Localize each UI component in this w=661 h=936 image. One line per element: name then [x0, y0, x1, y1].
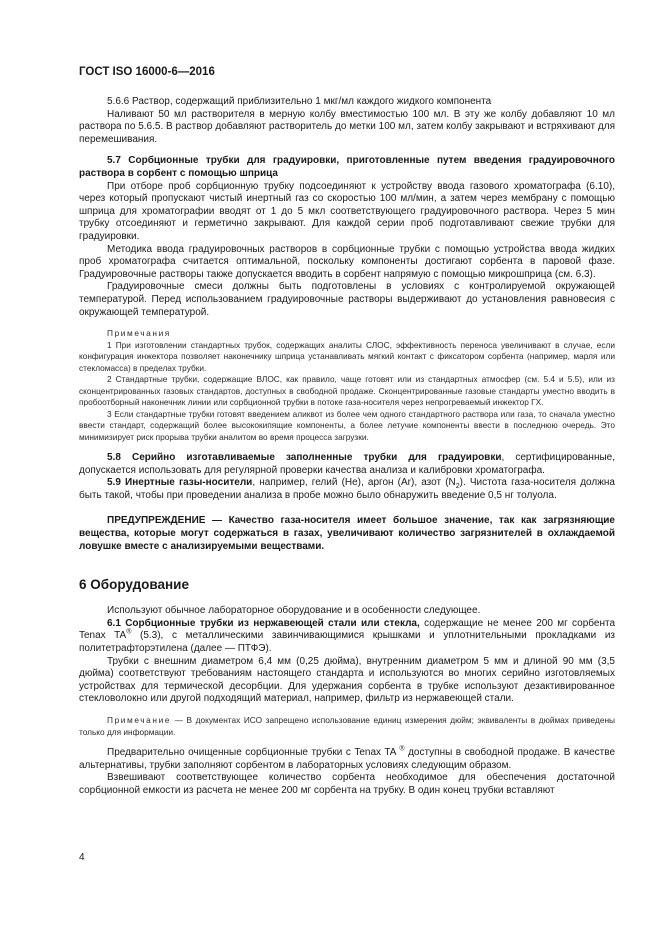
note-3: 3 Если стандартные трубки готовят введением аликвот из более чем одного стандартного раствора или газа, то сначала уместно ввести стандарт, содержащий более высококипящие компоненты, а более летучие компоненты ввести в последнюю очередь. Это минимизирует риск прорыва трубки аналитом во время процесса загрузки.: [79, 408, 615, 442]
clause-5-7-heading: [79, 155, 615, 180]
prepared-text-b: доступны в свободной продаже. В качестве альтернативы, трубки заполняют сорбентом в лабораторных условиях следующим образом.: [79, 747, 615, 771]
clause-5-8-bold: 5.8 Серийно изготавливаемые заполненные трубки для градуировки: [107, 452, 502, 464]
page-number: 4: [79, 852, 85, 863]
clause-5-9-text-b: ). Чистота газа-носителя должна быть такой, чтобы при проведении анализа в пробе можно было обнаружить введение 0,5 нг толуола.: [79, 477, 615, 501]
clause-5-8-text: , сертифицированные, допускается использовать для регулярной проверки качества анализа и калибровки хроматографа.: [79, 452, 615, 476]
document-header: ГОСТ ISO 16000-6—2016: [79, 66, 215, 78]
clause-5-7-p3: Градуировочные смеси должны быть подготовлены в условиях с контролируемой окружающей температурой. Перед использованием градуировочные растворы выдерживают до установления равновесия с окружающей температурой.: [79, 281, 615, 318]
clause-5-6-6-text: Наливают 50 мл растворителя в мерную колбу вместимостью 100 мл. В эту же колбу добавляют 10 мл раствора по 5.6.5. В раствор добавляют растворитель до метки 100 мл, затем колбу закрывают и встряхивают для перемешивания.: [79, 108, 615, 145]
clause-6-1-bold: 6.1 Сорбционные трубки из нержавеющей стали или стекла,: [107, 617, 420, 629]
clause-5-6-6-title: 5.6.6 Раствор, содержащий приблизительно 1 мкг/мл каждого жидкого компонента: [107, 96, 492, 107]
warning-paragraph: [79, 515, 615, 553]
warning-text: ПРЕДУПРЕЖДЕНИЕ — Качество газа-носителя имеет большое значение, так как загрязняющие вещества, которые могут содержаться в газах, увеличивают количество загрязнителей в охлаждаемой ловушке вместе с анализируемыми веществами.: [79, 515, 615, 552]
clause-5-7-p1: При отборе проб сорбционную трубку подсоединяют к устройству ввода газового хроматографа (6.10), через который пропускают чистый инертный газ со скоростью 100 мл/мин, а затем через мембрану с помощью шприца для хроматографии вводят от 1 до 5 мкл соответствующего градуировочного раствора. Через 5 мин трубку отсоединяют и герметично закрывают. Для каждой серии проб подготавливают свежие трубки для градуировки.: [79, 180, 615, 242]
clause-6-1: [79, 618, 615, 656]
clause-6-1-text-b: (5.3), с металлическими завинчивающимися крышками и уплотнительными прокладками из политетрафторэтилена (далее — ПТФЭ).: [79, 630, 615, 655]
section-6-intro: Используют обычное лабораторное оборудование и в особенности следующее.: [107, 605, 481, 617]
clause-5-7-p2: Методика ввода градуировочных растворов в сорбционные трубки с помощью устройства ввода жидких проб хроматографа считается оптимальной, поскольку компоненты достигают сорбента в паровой фазе. Градуировочные растворы также допускается вводить в сорбент напрямую с помощью микрошприца (см. 6.3).: [79, 243, 615, 280]
clause-6-1-text-a: содержащие не менее 200 мг сорбента Tenax TA: [79, 617, 616, 642]
section-6-note-label: Примечание: [107, 715, 172, 725]
notes-label: [79, 328, 615, 340]
tubes-paragraph: Трубки с внешним диаметром 6,4 мм (0,25 дюйма), внутренним диаметром 5 мм и длиной 90 мм (3,5 дюйма) соответствуют требованиям настоящего стандарта и используются во многих серийно изготовляемых устройствах для термической десорбции. Для удержания сорбента в трубке используют дезактивированное стекловолокно или другой подходящий материал, например, фильтр из нержавеющей стали.: [79, 655, 615, 705]
prepared-text-a: Предварительно очищенные сорбционные трубки с Tenax TA: [107, 747, 400, 758]
section-6-note: [79, 715, 615, 738]
clause-5-7-heading-text: 5.7 Сорбционные трубки для градуировки, приготовленные путем введения градуировочного раствора в сорбент с помощью шприца: [79, 155, 615, 179]
note-2: 2 Стандартные трубки, содержащие ВЛОС, как правило, чаще готовят или из стандартных атмосфер (см. 5.4 и 5.5), или из сконцентрированных газовых стандартов, доступных в свободной продаже. Сконцентрированные газовые стандарты уместно вводить в пробоотборный наконечник линии или сорбционной трубки в потоке газа-носителя через непрогреваемый инжектор ГХ.: [79, 374, 615, 408]
note-1: 1 При изготовлении стандартных трубок, содержащих аналиты СЛОС, эффективность переноса увеличивают в случае, если конфигурация инжектора позволяет наконечнику шприца устанавливать мягкий контакт с фиксатором сорбента (например, марля или стекломасса) в пределах трубки.: [79, 339, 615, 373]
prepared-tubes-paragraph: [79, 747, 615, 772]
registered-mark-2: ®: [399, 745, 405, 753]
section-6-heading: 6 Оборудование: [79, 577, 189, 593]
document-page: [79, 66, 615, 797]
section-6-note-text: — В документах ИСО запрещено использование единиц измерения дюйм; эквиваленты в дюймах приведены только для информации.: [79, 715, 615, 737]
notes-label-text: Примечания: [107, 328, 171, 339]
clause-5-9-sub: 2: [455, 483, 460, 491]
weigh-paragraph: Взвешивают соответствующее количество сорбента необходимое для обеспечения достаточной сорбционной емкости из расчета не менее 200 мг сорбента на трубку. В один конец трубки вставляют: [79, 772, 615, 796]
clause-5-9: [79, 477, 615, 502]
clause-5-8: [79, 452, 615, 477]
registered-mark: ®: [126, 629, 132, 637]
clause-5-9-bold: 5.9 Инертные газы-носители: [107, 477, 253, 489]
clause-5-9-text-a: , например, гелий (He), аргон (Ar), азот (N: [252, 477, 456, 489]
